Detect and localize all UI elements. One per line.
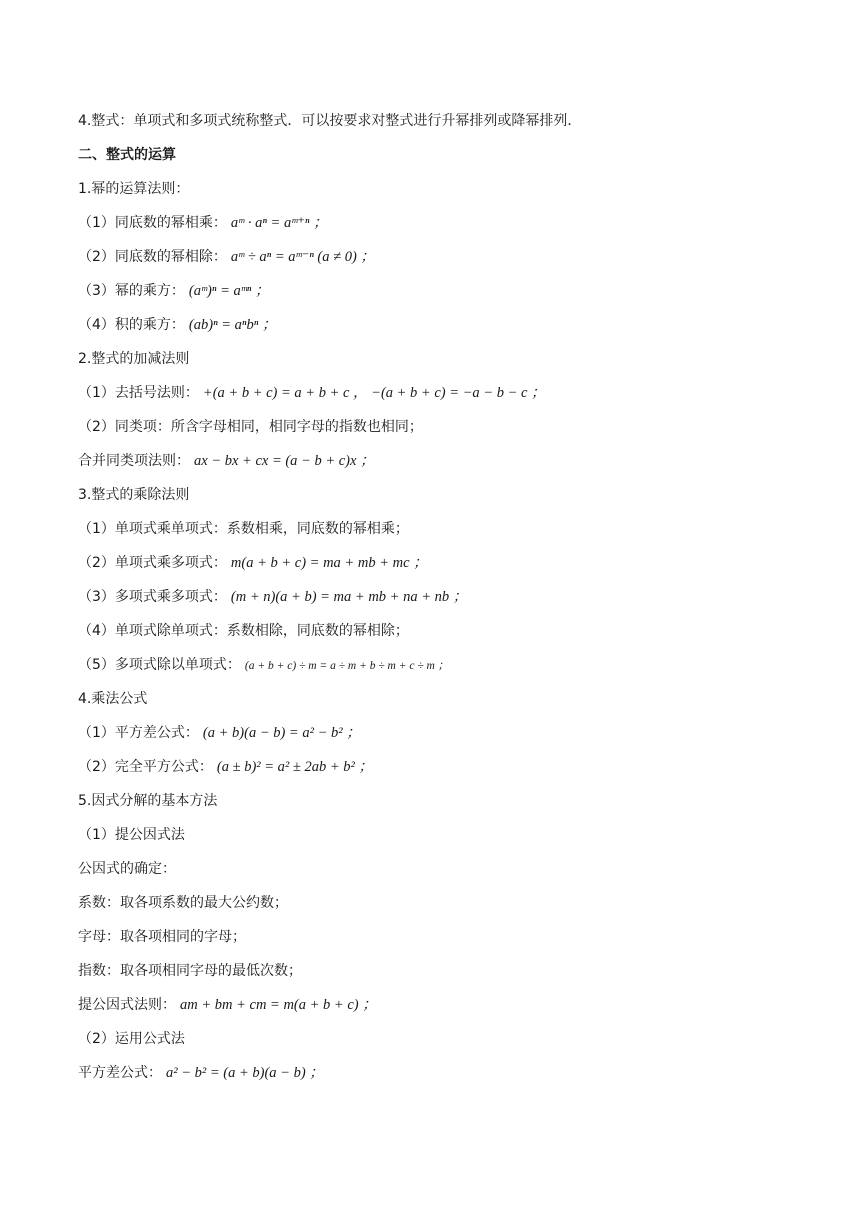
line-text: （4）单项式除单项式：系数相除，同底数的幂相除； bbox=[78, 623, 409, 639]
text-line bbox=[78, 791, 217, 811]
text-line bbox=[78, 451, 375, 471]
text-line bbox=[78, 485, 189, 505]
math-formula: (a + b + c) ÷ m = a ÷ m + b ÷ m + c ÷ m ； bbox=[244, 660, 450, 672]
line-text: （2）运用公式法 bbox=[78, 1031, 185, 1047]
text-line bbox=[78, 1063, 324, 1083]
text-line bbox=[78, 689, 147, 709]
line-text: 公因式的确定： bbox=[78, 861, 176, 877]
math-formula: am + bm + cm = m(a + b + c) ； bbox=[180, 997, 377, 1013]
line-text: （1）单项式乘单项式：系数相乘，同底数的幂相乘； bbox=[78, 521, 409, 537]
text-line bbox=[78, 553, 428, 573]
math-formula: a² − b² = (a + b)(a − b) ； bbox=[166, 1065, 324, 1081]
math-formula: +(a + b + c) = a + b + c ， −(a + b + c) = −a − b − c ； bbox=[202, 385, 546, 401]
math-formula: (a + b)(a − b) = a² − b² ； bbox=[202, 725, 361, 741]
line-text: （1）同底数的幂相乘： bbox=[78, 215, 227, 231]
line-text: （3）多项式乘多项式： bbox=[78, 589, 227, 605]
line-text: 4.整式：单项式和多项式统称整式．可以按要求对整式进行升幂排列或降幂排列． bbox=[78, 113, 582, 129]
text-line bbox=[78, 757, 373, 777]
section-heading bbox=[78, 145, 176, 165]
line-text: （5）多项式除以单项式： bbox=[78, 657, 241, 673]
line-text: （2）完全平方公式： bbox=[78, 759, 213, 775]
text-line bbox=[78, 417, 423, 437]
math-formula: (aᵐ)ⁿ = aᵐⁿ ； bbox=[188, 283, 270, 299]
line-text: 4.乘法公式 bbox=[78, 691, 148, 707]
text-line bbox=[78, 111, 581, 131]
text-line bbox=[78, 723, 361, 743]
math-formula: aᵐ ÷ aⁿ = aᵐ⁻ⁿ (a ≠ 0) ； bbox=[230, 249, 375, 265]
text-line bbox=[78, 315, 276, 335]
text-line bbox=[78, 383, 546, 403]
line-text: 提公因式法则： bbox=[78, 997, 176, 1013]
text-line bbox=[78, 927, 246, 947]
text-line bbox=[78, 825, 185, 845]
text-line bbox=[78, 655, 449, 676]
text-line bbox=[78, 621, 409, 641]
line-text: （2）同类项：所含字母相同，相同字母的指数也相同； bbox=[78, 419, 423, 435]
text-line bbox=[78, 893, 288, 913]
line-text: 指数：取各项相同字母的最低次数； bbox=[78, 963, 302, 979]
line-text: （1）去括号法则： bbox=[78, 385, 199, 401]
line-text: 合并同类项法则： bbox=[78, 453, 190, 469]
text-line bbox=[78, 995, 377, 1015]
line-text: （2）同底数的幂相除： bbox=[78, 249, 227, 265]
line-text: 平方差公式： bbox=[78, 1065, 162, 1081]
text-line bbox=[78, 961, 302, 981]
math-formula: (a ± b)² = a² ± 2ab + b² ； bbox=[216, 759, 373, 775]
text-line bbox=[78, 213, 328, 233]
math-formula: (ab)ⁿ = aⁿbⁿ ； bbox=[188, 317, 277, 333]
line-text: 字母：取各项相同的字母； bbox=[78, 929, 246, 945]
text-line bbox=[78, 247, 375, 267]
line-text: 3.整式的乘除法则 bbox=[78, 487, 190, 503]
text-line bbox=[78, 1029, 185, 1049]
text-line bbox=[78, 281, 269, 301]
line-text: 2.整式的加减法则 bbox=[78, 351, 190, 367]
math-formula: aᵐ · aⁿ = aᵐ⁺ⁿ ； bbox=[230, 215, 328, 231]
line-text: 系数：取各项系数的最大公约数； bbox=[78, 895, 288, 911]
math-formula: m(a + b + c) = ma + mb + mc ； bbox=[230, 555, 428, 571]
math-formula: ax − bx + cx = (a − b + c)x ； bbox=[194, 453, 375, 469]
line-text: 二、整式的运算 bbox=[78, 147, 176, 163]
line-text: 1.幂的运算法则： bbox=[78, 181, 190, 197]
text-line bbox=[78, 587, 467, 607]
line-text: （1）平方差公式： bbox=[78, 725, 199, 741]
line-text: （4）积的乘方： bbox=[78, 317, 185, 333]
text-line bbox=[78, 179, 189, 199]
text-line bbox=[78, 859, 176, 879]
line-text: （1）提公因式法 bbox=[78, 827, 185, 843]
text-line bbox=[78, 519, 409, 539]
line-text: （2）单项式乘多项式： bbox=[78, 555, 227, 571]
line-text: 5.因式分解的基本方法 bbox=[78, 793, 218, 809]
line-text: （3）幂的乘方： bbox=[78, 283, 185, 299]
text-line bbox=[78, 349, 189, 369]
math-formula: (m + n)(a + b) = ma + mb + na + nb ； bbox=[230, 589, 468, 605]
